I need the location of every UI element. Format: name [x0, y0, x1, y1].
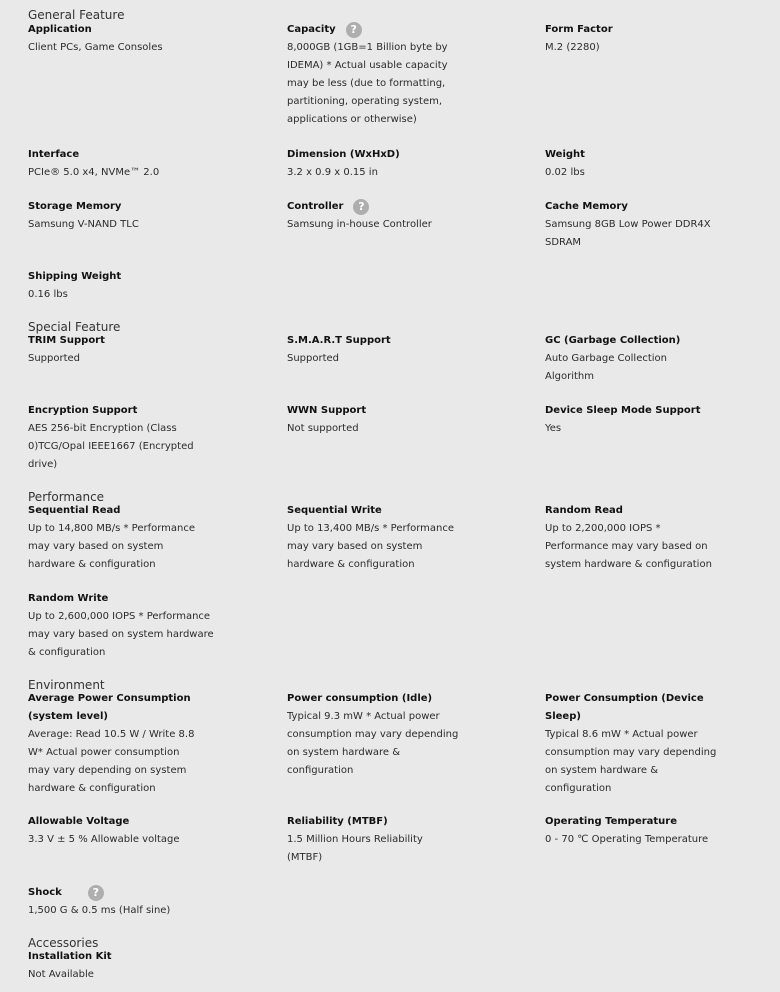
spec-smart [287, 332, 467, 368]
spec-random-read [545, 502, 745, 574]
spec-value: 1.5 Million Hours Reliability (MTBF) [287, 834, 423, 863]
section-title-general: General Feature [28, 8, 125, 22]
spec-label: Power consumption (Idle) [287, 693, 433, 704]
spec-cache-memory [545, 198, 725, 252]
spec-value: Samsung in-house Controller [287, 219, 432, 230]
question-mark-icon[interactable]: ? [346, 22, 362, 38]
section-title-performance: Performance [28, 490, 105, 504]
spec-value: M.2 (2280) [545, 42, 600, 53]
spec-value: Supported [287, 353, 340, 364]
spec-value: Up to 13,400 MB/s * Performance may vary based on system hardware & configuration [287, 523, 455, 570]
spec-value: 3.3 V ± 5 % Allowable voltage [28, 834, 180, 845]
spec-sleep-power [545, 690, 725, 798]
spec-value: Typical 9.3 mW * Actual power consumption may vary depending on system hardware & configuration [287, 711, 459, 776]
spec-shock [28, 884, 208, 920]
spec-value: Yes [545, 423, 562, 434]
spec-label: Reliability (MTBF) [287, 816, 388, 827]
spec-idle-power [287, 690, 467, 780]
spec-value: Up to 2,200,000 IOPS * Performance may vary based on system hardware & configuration [545, 523, 712, 570]
spec-label: Random Read [545, 505, 623, 516]
section-title-special: Special Feature [28, 320, 121, 334]
section-title-environment: Environment [28, 678, 105, 692]
question-mark-icon[interactable]: ? [88, 885, 104, 901]
spec-value: Client PCs, Game Consoles [28, 42, 163, 53]
spec-value: Samsung 8GB Low Power DDR4X SDRAM [545, 219, 711, 248]
spec-average-power [28, 690, 208, 798]
spec-controller [287, 198, 467, 234]
spec-value: 0.02 lbs [545, 167, 585, 178]
spec-allowable-voltage [28, 813, 208, 849]
spec-label: Capacity [287, 24, 336, 35]
spec-value: 8,000GB (1GB=1 Billion byte by IDEMA) * Actual usable capacity may be less (due to formatting, partitioning, operating system, applications or otherwise) [287, 42, 448, 125]
spec-label: Dimension (WxHxD) [287, 149, 400, 160]
spec-label: Power Consumption (Device Sleep) [545, 693, 704, 722]
spec-label: Storage Memory [28, 201, 122, 212]
spec-label: Installation Kit [28, 951, 112, 962]
spec-label: Device Sleep Mode Support [545, 405, 701, 416]
spec-label: Shock [28, 887, 62, 898]
spec-encryption [28, 402, 208, 474]
spec-trim [28, 332, 208, 368]
spec-value: Not supported [287, 423, 359, 434]
spec-value: Average: Read 10.5 W / Write 8.8 W* Actual power consumption may vary depending on system hardware & configuration [28, 729, 195, 794]
spec-value: 0.16 lbs [28, 289, 68, 300]
spec-label: Controller [287, 201, 344, 212]
spec-label: Sequential Read [28, 505, 121, 516]
spec-dimension [287, 146, 467, 182]
spec-value: 1,500 G & 0.5 ms (Half sine) [28, 905, 171, 916]
spec-label: GC (Garbage Collection) [545, 335, 681, 346]
spec-value: 3.2 x 0.9 x 0.15 in [287, 167, 378, 178]
spec-weight [545, 146, 725, 182]
spec-label: Weight [545, 149, 585, 160]
spec-label: WWN Support [287, 405, 367, 416]
spec-value: Auto Garbage Collection Algorithm [545, 353, 668, 382]
spec-value: Not Available [28, 969, 94, 980]
spec-label: Form Factor [545, 24, 613, 35]
question-mark-icon[interactable]: ? [353, 199, 369, 215]
spec-value: Up to 2,600,000 IOPS * Performance may vary based on system hardware & configuration [28, 611, 214, 658]
spec-storage-memory [28, 198, 208, 234]
spec-label: Random Write [28, 593, 109, 604]
spec-value: 0 - 70 ℃ Operating Temperature [545, 834, 709, 845]
spec-label: Sequential Write [287, 505, 382, 516]
spec-value: AES 256-bit Encryption (Class 0)TCG/Opal IEEE1667 (Encrypted drive) [28, 423, 194, 470]
spec-application [28, 21, 208, 57]
spec-label: TRIM Support [28, 335, 105, 346]
spec-installation-kit [28, 948, 208, 984]
spec-random-write [28, 590, 228, 662]
spec-capacity [287, 21, 467, 129]
spec-label: Cache Memory [545, 201, 628, 212]
spec-label: Encryption Support [28, 405, 138, 416]
spec-sequential-write [287, 502, 467, 574]
spec-interface [28, 146, 208, 182]
spec-value: Up to 14,800 MB/s * Performance may vary based on system hardware & configuration [28, 523, 196, 570]
spec-shipping-weight [28, 268, 208, 304]
spec-value: Typical 8.6 mW * Actual power consumption may vary depending on system hardware & configuration [545, 729, 717, 794]
spec-label: Application [28, 24, 92, 35]
spec-label: Shipping Weight [28, 271, 122, 282]
spec-device-sleep [545, 402, 725, 438]
spec-wwn [287, 402, 467, 438]
spec-value: Supported [28, 353, 81, 364]
spec-label: Operating Temperature [545, 816, 678, 827]
spec-label: Allowable Voltage [28, 816, 130, 827]
spec-label: S.M.A.R.T Support [287, 335, 391, 346]
spec-label: Interface [28, 149, 80, 160]
spec-operating-temperature [545, 813, 745, 849]
spec-gc [545, 332, 725, 386]
spec-form-factor [545, 21, 725, 57]
spec-label: Average Power Consumption (system level) [28, 693, 191, 722]
spec-value: PCIe® 5.0 x4, NVMe™ 2.0 [28, 167, 160, 178]
spec-value: Samsung V-NAND TLC [28, 219, 139, 230]
section-title-accessories: Accessories [28, 936, 99, 950]
spec-mtbf [287, 813, 467, 867]
spec-sequential-read [28, 502, 208, 574]
